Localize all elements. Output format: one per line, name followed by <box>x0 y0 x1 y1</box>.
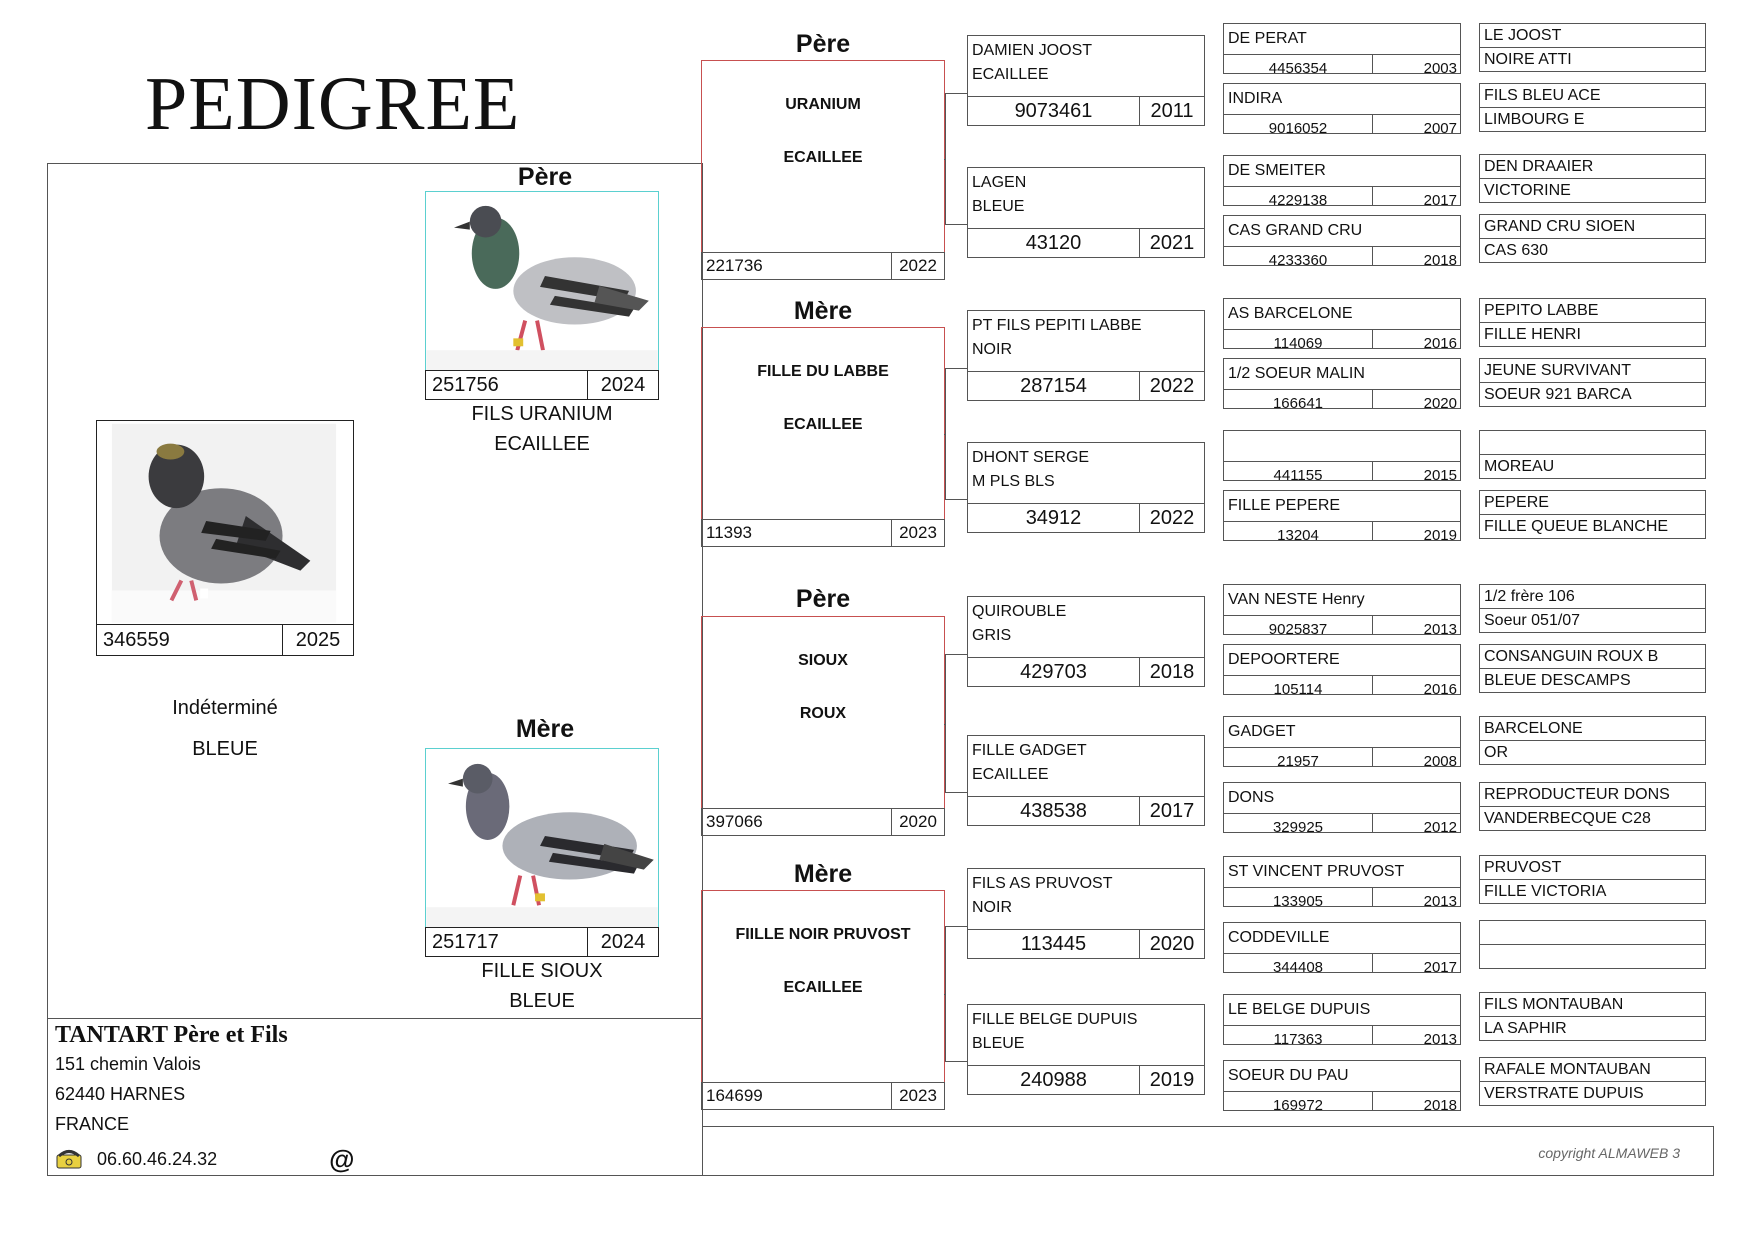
gen3-ring-box-4 <box>967 658 1205 687</box>
gen4-name-1: INDIRA <box>1223 83 1461 115</box>
gen2-name-0: URANIUM <box>785 96 861 113</box>
gen3-card-3 <box>967 442 1205 533</box>
gen4-card-0 <box>1223 23 1461 74</box>
gen4-ring-box-11 <box>1223 814 1461 833</box>
gen4-card-8 <box>1223 584 1461 635</box>
gen5-sire-3: GRAND CRU SIOEN <box>1484 217 1636 235</box>
gen4-card-13 <box>1223 922 1461 973</box>
gen4-name-3: CAS GRAND CRU <box>1223 215 1461 247</box>
gen5-card-2 <box>1479 154 1706 203</box>
gen4-name-12: ST VINCENT PRUVOST <box>1223 856 1461 888</box>
sire-photo <box>425 191 659 371</box>
owner-block <box>55 1022 655 1174</box>
gen2-header-0: Père <box>795 30 851 58</box>
email-icon[interactable]: @ <box>329 1143 355 1174</box>
phone-icon <box>55 1149 83 1169</box>
gen4-name-2: DE SMEITER <box>1223 155 1461 187</box>
gen5-sire-0: LE JOOST <box>1484 26 1562 44</box>
dam-photo <box>425 748 659 928</box>
gen4-ring-8: 9025837 <box>1268 621 1328 635</box>
gen4-name-5: 1/2 SOEUR MALIN <box>1223 358 1461 390</box>
gen4-ring-box-1 <box>1223 115 1461 134</box>
gen5-card-5 <box>1479 358 1706 407</box>
dam-header: Mère <box>515 715 575 743</box>
gen3-line1-3: DHONT SERGE <box>972 449 1090 466</box>
footer-right-edge <box>1713 1126 1714 1176</box>
sire-header: Père <box>517 163 573 191</box>
gen5-card-8 <box>1479 584 1706 633</box>
gen3-year-1: 2021 <box>1139 229 1204 257</box>
pigeon-photo-icon <box>426 192 658 370</box>
gen5-sire-4: PEPITO LABBE <box>1484 301 1599 319</box>
subject-ring: 346559 <box>103 628 170 651</box>
gen2-box-2 <box>701 616 945 809</box>
sire-ring-box <box>425 370 659 400</box>
gen4-ring-box-4 <box>1223 330 1461 349</box>
dam-year: 2024 <box>587 928 658 956</box>
gen5-sire-14: FILS MONTAUBAN <box>1484 995 1624 1013</box>
gen4-ring-2: 4229138 <box>1268 192 1328 206</box>
gen4-name-13: CODDEVILLE <box>1223 922 1461 954</box>
gen3-card-1 <box>967 167 1205 258</box>
gen4-ring-7: 13204 <box>1277 527 1319 541</box>
gen5-dam-5: SOEUR 921 BARCA <box>1480 382 1705 406</box>
gen3-ring-box-0 <box>967 97 1205 126</box>
gen4-card-14 <box>1223 994 1461 1045</box>
gen2-name-1: FILLE DU LABBE <box>757 363 889 380</box>
gen4-card-3 <box>1223 215 1461 266</box>
gen3-year-3: 2022 <box>1139 504 1204 532</box>
subject-photo <box>96 420 354 625</box>
gen3-label-0 <box>967 35 1205 97</box>
owner-country: FRANCE <box>55 1114 130 1134</box>
gen4-name-4: AS BARCELONE <box>1223 298 1461 330</box>
gen4-ring-9: 105114 <box>1273 681 1323 695</box>
gen3-ring-0: 9073461 <box>1014 99 1093 122</box>
gen4-name-0: DE PERAT <box>1223 23 1461 55</box>
gen3-line2-0: ECAILLEE <box>972 66 1049 83</box>
gen4-ring-box-9 <box>1223 676 1461 695</box>
gen3-line2-5: ECAILLEE <box>972 766 1049 783</box>
gen3-ring-box-7 <box>967 1066 1205 1095</box>
gen5-sire-8: 1/2 frère 106 <box>1484 587 1575 605</box>
gen4-ring-box-2 <box>1223 187 1461 206</box>
gen4-card-11 <box>1223 782 1461 833</box>
gen3-label-2 <box>967 310 1205 372</box>
gen4-year-2: 2017 <box>1372 187 1460 205</box>
gen4-ring-box-0 <box>1223 55 1461 74</box>
gen4-name-10: GADGET <box>1223 716 1461 748</box>
gen3-card-7 <box>967 1004 1205 1095</box>
gen4-name-7: FILLE PEPERE <box>1223 490 1461 522</box>
gen3-label-1 <box>967 167 1205 229</box>
gen2-ring-3: 164699 <box>706 1086 763 1105</box>
gen3-line2-4: GRIS <box>972 627 1012 644</box>
gen2-color-2: ROUX <box>799 705 847 722</box>
gen3-label-5 <box>967 735 1205 797</box>
gen3-year-2: 2022 <box>1139 372 1204 400</box>
gen4-ring-box-8 <box>1223 616 1461 635</box>
dam-name: FILLE SIOUX <box>481 960 603 982</box>
gen3-line1-6: FILS AS PRUVOST <box>972 875 1113 892</box>
gen2-box-3 <box>701 890 945 1083</box>
dam-ring: 251717 <box>432 930 499 953</box>
gen3-line1-4: QUIROUBLE <box>972 603 1067 620</box>
gen4-year-8: 2013 <box>1372 616 1460 634</box>
gen5-dam-0: NOIRE ATTI <box>1480 47 1705 71</box>
gen3-line2-3: M PLS BLS <box>972 473 1055 490</box>
gen5-dam-11: VANDERBECQUE C28 <box>1480 806 1705 830</box>
gen4-year-10: 2008 <box>1372 748 1460 766</box>
gen4-ring-5: 166641 <box>1272 395 1324 409</box>
gen5-card-1 <box>1479 83 1706 132</box>
gen2-color-0: ECAILLEE <box>783 149 863 166</box>
gen4-ring-box-7 <box>1223 522 1461 541</box>
gen2-ring-box-3 <box>701 1082 945 1110</box>
copyright: copyright ALMAWEB 3 <box>1538 1145 1680 1161</box>
owner-city: 62440 HARNES <box>55 1084 186 1104</box>
gen3-ring-5: 438538 <box>1020 799 1087 822</box>
gen4-year-7: 2019 <box>1372 522 1460 540</box>
gen4-year-4: 2016 <box>1372 330 1460 348</box>
gen5-sire-1: FILS BLEU ACE <box>1484 86 1601 104</box>
gen3-ring-3: 34912 <box>1025 506 1082 529</box>
gen2-header-1: Mère <box>793 297 853 325</box>
gen4-ring-12: 133905 <box>1272 893 1324 907</box>
gen3-card-4 <box>967 596 1205 687</box>
gen5-dam-13 <box>1480 944 1705 968</box>
gen2-header-3: Mère <box>793 860 853 888</box>
gen3-ring-box-1 <box>967 229 1205 258</box>
gen2-connector-1 <box>945 368 967 500</box>
gen5-sire-15: RAFALE MONTAUBAN <box>1484 1060 1651 1078</box>
gen4-year-0: 2003 <box>1372 55 1460 73</box>
gen4-name-11: DONS <box>1223 782 1461 814</box>
gen3-ring-4: 429703 <box>1020 660 1087 683</box>
gen4-card-15 <box>1223 1060 1461 1111</box>
gen4-year-6: 2015 <box>1372 462 1460 480</box>
gen2-year-2: 2020 <box>891 809 944 835</box>
gen3-line2-1: BLEUE <box>972 198 1025 215</box>
gen2-ring-1: 11393 <box>706 523 753 542</box>
sire-ring: 251756 <box>432 373 499 396</box>
gen4-ring-3: 4233360 <box>1268 252 1328 266</box>
gen4-ring-box-14 <box>1223 1026 1461 1045</box>
gen4-ring-box-10 <box>1223 748 1461 767</box>
owner-divider <box>47 1018 703 1019</box>
gen3-line2-2: NOIR <box>972 341 1012 358</box>
gen4-card-4 <box>1223 298 1461 349</box>
gen2-year-0: 2022 <box>891 253 944 279</box>
gen3-line1-2: PT FILS PEPITI LABBE <box>972 317 1142 334</box>
subject-ring-box <box>96 624 354 656</box>
sire-year: 2024 <box>587 371 658 399</box>
gen3-ring-6: 113445 <box>1020 932 1087 955</box>
gen5-card-12 <box>1479 855 1706 904</box>
gen4-ring-0: 4456354 <box>1268 60 1328 74</box>
gen2-header-2: Père <box>795 585 851 613</box>
gen4-ring-11: 329925 <box>1272 819 1324 833</box>
gen4-card-7 <box>1223 490 1461 541</box>
owner-street: 151 chemin Valois <box>55 1054 201 1074</box>
gen4-card-10 <box>1223 716 1461 767</box>
gen4-name-15: SOEUR DU PAU <box>1223 1060 1461 1092</box>
owner-name: TANTART Père et Fils <box>55 1022 288 1048</box>
gen2-box-1 <box>701 327 945 520</box>
gen3-label-4 <box>967 596 1205 658</box>
gen3-line1-7: FILLE BELGE DUPUIS <box>972 1011 1138 1028</box>
gen5-dam-10: OR <box>1480 740 1705 764</box>
gen5-card-7 <box>1479 490 1706 539</box>
gen5-card-3 <box>1479 214 1706 263</box>
footer-line <box>702 1126 1714 1127</box>
gen5-card-10 <box>1479 716 1706 765</box>
gen5-dam-2: VICTORINE <box>1480 178 1705 202</box>
gen3-line2-7: BLEUE <box>972 1035 1025 1052</box>
gen2-ring-box-2 <box>701 808 945 836</box>
gen3-ring-box-6 <box>967 930 1205 959</box>
gen4-ring-14: 117363 <box>1273 1031 1323 1045</box>
gen3-ring-7: 240988 <box>1020 1068 1087 1091</box>
gen5-dam-12: FILLE VICTORIA <box>1480 879 1705 903</box>
gen2-color-3: ECAILLEE <box>783 979 863 996</box>
owner-phone: 06.60.46.24.32 <box>97 1148 218 1169</box>
gen3-year-0: 2011 <box>1139 97 1204 125</box>
gen3-year-7: 2019 <box>1139 1066 1204 1094</box>
gen5-sire-13 <box>1480 921 1705 944</box>
gen5-sire-2: DEN DRAAIER <box>1484 157 1594 175</box>
gen3-year-4: 2018 <box>1139 658 1204 686</box>
subject-color: BLEUE <box>192 738 258 760</box>
gen4-card-12 <box>1223 856 1461 907</box>
gen5-card-0 <box>1479 23 1706 72</box>
gen4-ring-box-3 <box>1223 247 1461 266</box>
gen5-dam-3: CAS 630 <box>1480 238 1705 262</box>
gen4-card-6 <box>1223 430 1461 481</box>
gen4-year-5: 2020 <box>1372 390 1460 408</box>
subject-year: 2025 <box>282 625 353 655</box>
gen5-card-4 <box>1479 298 1706 347</box>
gen2-connector-2 <box>945 654 967 793</box>
gen4-card-9 <box>1223 644 1461 695</box>
gen2-stub-3 <box>944 994 946 995</box>
gen4-name-6 <box>1223 430 1461 462</box>
gen5-dam-7: FILLE QUEUE BLANCHE <box>1480 514 1705 538</box>
gen3-ring-1: 43120 <box>1025 231 1082 254</box>
gen4-name-14: LE BELGE DUPUIS <box>1223 994 1461 1026</box>
gen4-year-12: 2013 <box>1372 888 1460 906</box>
gen2-ring-box-0 <box>701 252 945 280</box>
gen3-ring-box-5 <box>967 797 1205 826</box>
gen4-ring-6: 441155 <box>1273 467 1323 481</box>
gen5-dam-8: Soeur 051/07 <box>1480 608 1705 632</box>
gen3-ring-box-2 <box>967 372 1205 401</box>
gen2-ring-box-1 <box>701 519 945 547</box>
gen5-sire-5: JEUNE SURVIVANT <box>1484 361 1631 379</box>
gen4-name-9: DEPOORTERE <box>1223 644 1461 676</box>
gen2-year-1: 2023 <box>891 520 944 546</box>
gen5-sire-12: PRUVOST <box>1484 858 1562 876</box>
gen4-ring-box-12 <box>1223 888 1461 907</box>
gen5-card-15 <box>1479 1057 1706 1106</box>
gen4-year-9: 2016 <box>1372 676 1460 694</box>
sire-color: ECAILLEE <box>494 433 590 455</box>
gen4-ring-box-6 <box>1223 462 1461 481</box>
gen4-year-14: 2013 <box>1372 1026 1460 1044</box>
sire-name: FILS URANIUM <box>471 403 613 425</box>
gen4-ring-box-5 <box>1223 390 1461 409</box>
subject-sex: Indéterminé <box>172 697 278 719</box>
gen4-ring-4: 114069 <box>1273 335 1323 349</box>
gen5-dam-15: VERSTRATE DUPUIS <box>1480 1081 1705 1105</box>
gen5-card-13 <box>1479 920 1706 969</box>
gen5-card-14 <box>1479 992 1706 1041</box>
gen3-card-5 <box>967 735 1205 826</box>
gen4-ring-box-15 <box>1223 1092 1461 1111</box>
gen2-connector-3 <box>945 926 967 1062</box>
gen2-stub-2 <box>944 724 946 725</box>
gen2-connector-0 <box>945 93 967 225</box>
gen2-name-2: SIOUX <box>798 652 848 669</box>
gen3-line1-1: LAGEN <box>972 174 1027 191</box>
page-title: PEDIGREE <box>145 62 521 146</box>
gen3-label-6 <box>967 868 1205 930</box>
gen5-dam-9: BLEUE DESCAMPS <box>1480 668 1705 692</box>
gen5-sire-7: PEPERE <box>1484 493 1549 511</box>
gen2-color-1: ECAILLEE <box>783 416 863 433</box>
dam-color: BLEUE <box>509 990 575 1012</box>
gen2-ring-2: 397066 <box>706 812 763 831</box>
gen4-ring-box-13 <box>1223 954 1461 973</box>
gen5-sire-11: REPRODUCTEUR DONS <box>1484 785 1670 803</box>
gen4-name-8: VAN NESTE Henry <box>1223 584 1461 616</box>
gen3-ring-2: 287154 <box>1020 374 1087 397</box>
gen3-label-3 <box>967 442 1205 504</box>
dam-ring-box <box>425 927 659 957</box>
gen4-year-15: 2018 <box>1372 1092 1460 1110</box>
gen4-card-2 <box>1223 155 1461 206</box>
subject-card <box>96 420 354 656</box>
gen5-card-11 <box>1479 782 1706 831</box>
gen5-dam-1: LIMBOURG E <box>1480 107 1705 131</box>
gen2-ring-0: 221736 <box>706 256 763 275</box>
gen4-year-3: 2018 <box>1372 247 1460 265</box>
gen5-sire-6 <box>1480 431 1705 454</box>
gen3-year-5: 2017 <box>1139 797 1204 825</box>
gen5-card-6 <box>1479 430 1706 479</box>
gen5-sire-10: BARCELONE <box>1484 719 1583 737</box>
gen2-box-0 <box>701 60 945 253</box>
gen5-dam-6: MOREAU <box>1480 454 1705 478</box>
gen4-year-13: 2017 <box>1372 954 1460 972</box>
gen5-card-9 <box>1479 644 1706 693</box>
gen3-ring-box-3 <box>967 504 1205 533</box>
gen4-ring-10: 21957 <box>1277 753 1319 767</box>
gen4-year-11: 2012 <box>1372 814 1460 832</box>
pigeon-photo-icon <box>97 421 353 624</box>
gen4-year-1: 2007 <box>1372 115 1460 133</box>
gen5-dam-4: FILLE HENRI <box>1480 322 1705 346</box>
gen4-ring-13: 344408 <box>1272 959 1324 973</box>
gen4-card-1 <box>1223 83 1461 134</box>
gen4-card-5 <box>1223 358 1461 409</box>
pigeon-photo-icon <box>426 749 658 927</box>
gen3-card-0 <box>967 35 1205 126</box>
gen3-card-2 <box>967 310 1205 401</box>
gen2-year-3: 2023 <box>891 1083 944 1109</box>
gen2-name-3: FIILLE NOIR PRUVOST <box>735 926 911 943</box>
gen3-line1-0: DAMIEN JOOST <box>972 42 1093 59</box>
gen3-year-6: 2020 <box>1139 930 1204 958</box>
gen2-stub-0 <box>944 159 946 160</box>
gen3-line2-6: NOIR <box>972 899 1012 916</box>
gen3-card-6 <box>967 868 1205 959</box>
gen4-ring-1: 9016052 <box>1268 120 1328 134</box>
gen5-sire-9: CONSANGUIN ROUX B <box>1484 647 1659 665</box>
gen3-label-7 <box>967 1004 1205 1066</box>
gen2-stub-1 <box>944 434 946 435</box>
gen5-dam-14: LA SAPHIR <box>1480 1016 1705 1040</box>
gen3-line1-5: FILLE GADGET <box>972 742 1087 759</box>
gen4-ring-15: 169972 <box>1272 1097 1324 1111</box>
